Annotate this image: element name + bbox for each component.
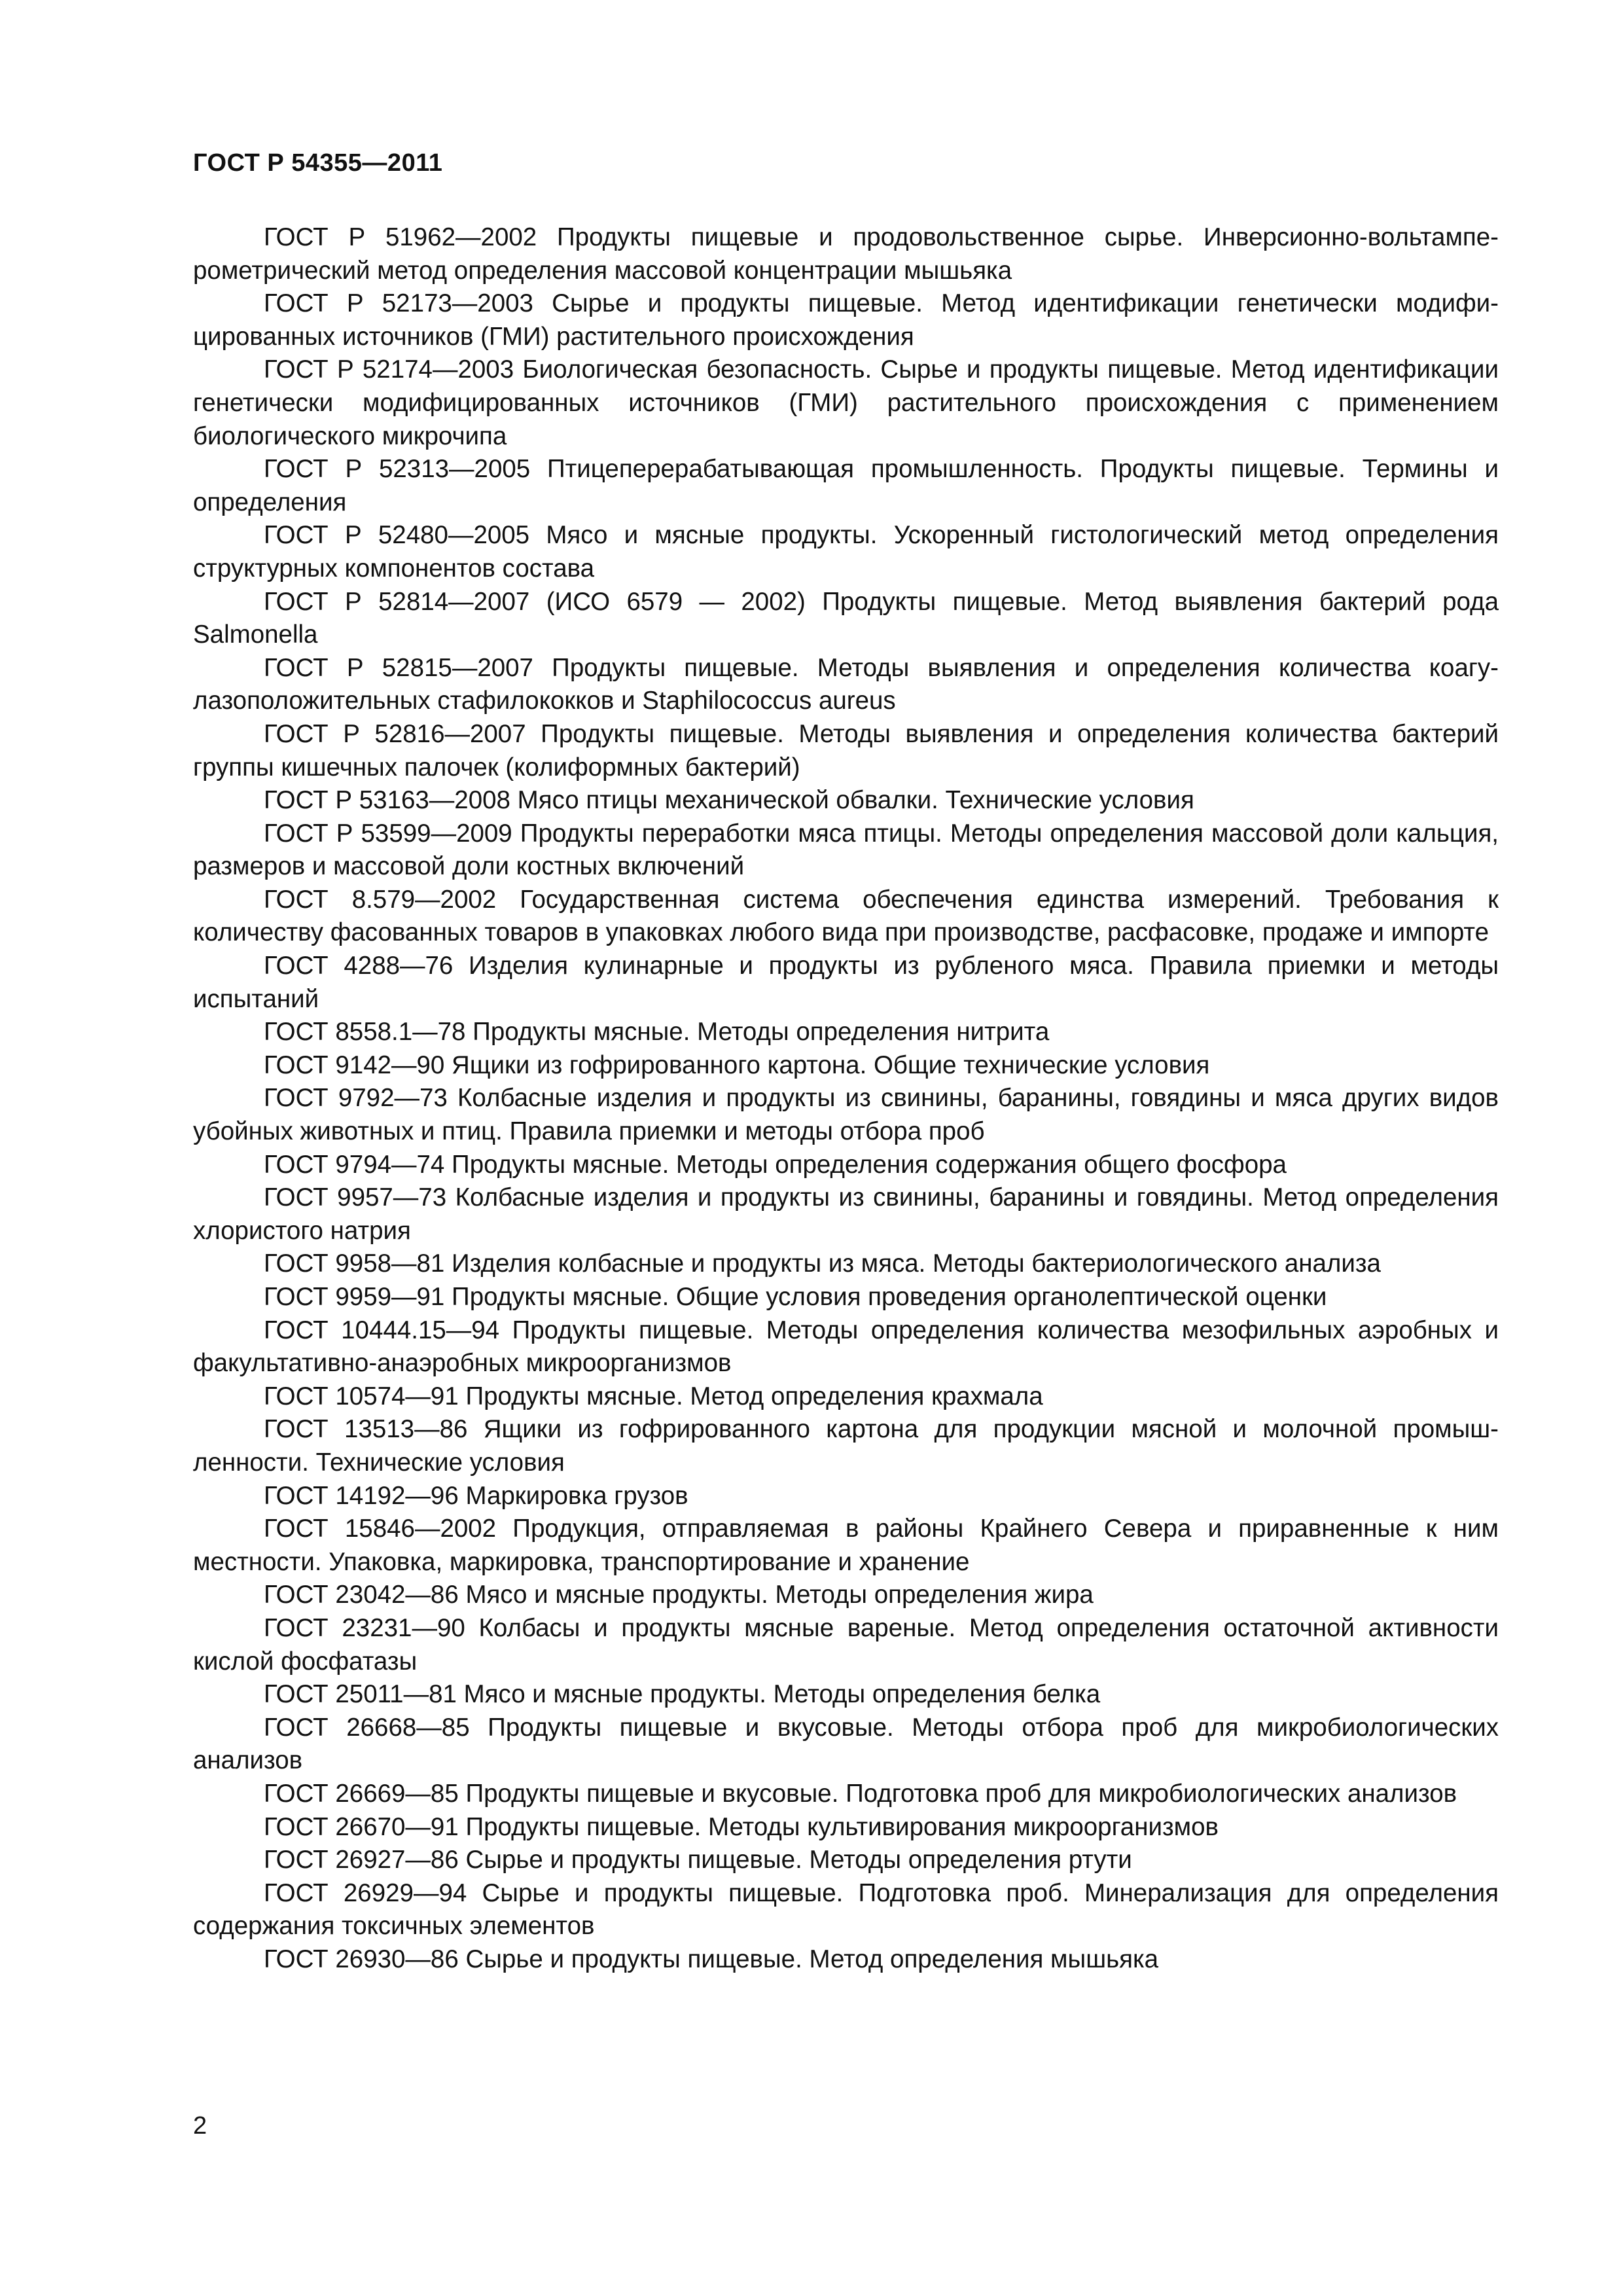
reference-item: ГОСТ 10574—91 Продукты мясные. Метод определения крахмала	[264, 1382, 1043, 1410]
reference-item: ГОСТ Р 52480—2005 Мясо и мясные продукты. Ускоренный гистологический метод определения структурных компонентов состава	[193, 521, 1499, 583]
reference-item: ГОСТ 9792—73 Колбасные изделия и продукты из свинины, баранины, говядины и мяса других видов убойных животных и птиц. Правила приемки и методы отбора проб	[193, 1084, 1499, 1146]
reference-item: ГОСТ 9142—90 Ящики из гофрированного картона. Общие технические условия	[264, 1050, 1210, 1079]
document-designation: ГОСТ Р 54355—2011	[193, 149, 443, 177]
reference-item: ГОСТ 26670—91 Продукты пищевые. Методы культивирования микроорганизмов	[264, 1812, 1219, 1841]
reference-item: ГОСТ 26669—85 Продукты пищевые и вкусовые. Подготовка проб для микробиологических анализов	[264, 1779, 1457, 1808]
reference-item: ГОСТ 26668—85 Продукты пищевые и вкусовые. Методы отбора проб для микробиологических анализов	[193, 1713, 1499, 1775]
reference-item: ГОСТ 15846—2002 Продукция, отправляемая в районы Крайнего Севера и приравненные к ним местности. Упаковка, маркировка, транспортирование и хранение	[193, 1515, 1499, 1576]
reference-item: ГОСТ 23042—86 Мясо и мясные продукты. Методы определения жира	[264, 1581, 1094, 1609]
reference-item: ГОСТ 23231—90 Колбасы и продукты мясные вареные. Метод определения остаточной активности кислой фосфатазы	[193, 1613, 1499, 1676]
reference-item: ГОСТ Р 52814—2007 (ИСО 6579 — 2002) Продукты пищевые. Метод выявления бактерий рода Salmonella	[193, 587, 1499, 649]
reference-item: ГОСТ 10444.15—94 Продукты пищевые. Методы определения количества мезофильных аэробных и факультативно-анаэробных микроорганизмов	[193, 1316, 1499, 1378]
reference-item: ГОСТ 25011—81 Мясо и мясные продукты. Методы определения белка	[264, 1680, 1101, 1709]
reference-item: ГОСТ Р 51962—2002 Продукты пищевые и продовольственное сырье. Инверсионно-вольтамперометрический метод определения массовой концентрации мышьяка	[193, 223, 1499, 285]
reference-item: ГОСТ 26929—94 Сырье и продукты пищевые. Подготовка проб. Минерализация для определения содержания токсичных элементов	[193, 1878, 1499, 1941]
reference-item: ГОСТ 4288—76 Изделия кулинарные и продукты из рубленого мяса. Правила приемки и методы испытаний	[193, 952, 1499, 1013]
reference-item: ГОСТ Р 52816—2007 Продукты пищевые. Методы выявления и определения количества бактерий группы кишечных палочек (колиформных бактерий)	[193, 719, 1499, 781]
page-number: 2	[193, 2112, 207, 2140]
reference-item: ГОСТ Р 53163—2008 Мясо птицы механической обвалки. Технические условия	[264, 786, 1194, 815]
reference-item: ГОСТ 13513—86 Ящики из гофрированного картона для продукции мясной и молочной промышленности. Технические условия	[193, 1415, 1499, 1477]
reference-item: ГОСТ 9794—74 Продукты мясные. Методы определения содержания общего фосфора	[264, 1150, 1287, 1179]
reference-item: ГОСТ Р 52173—2003 Сырье и продукты пищевые. Метод идентификации генетически модифицированных источников (ГМИ) растительного происхождения	[193, 289, 1499, 351]
reference-item: ГОСТ Р 53599—2009 Продукты переработки мяса птицы. Методы определения массовой доли кальция, размеров и массовой доли костных включений	[193, 819, 1499, 881]
reference-item: ГОСТ 9958—81 Изделия колбасные и продукты из мяса. Методы бактериологического анализа	[264, 1249, 1381, 1278]
reference-item: ГОСТ 8558.1—78 Продукты мясные. Методы определения нитрита	[264, 1018, 1050, 1047]
reference-item: ГОСТ Р 52174—2003 Биологическая безопасность. Сырье и продукты пищевые. Метод идентификации генетически модифицированных источников (ГМИ) растительного происхождения с применением биологического микрочипа	[193, 355, 1499, 450]
reference-item: ГОСТ Р 52313—2005 Птицеперерабатывающая промышленность. Продукты пищевые. Термины и определения	[193, 455, 1499, 516]
reference-item: ГОСТ 14192—96 Маркировка грузов	[264, 1481, 688, 1510]
reference-item: ГОСТ Р 52815—2007 Продукты пищевые. Методы выявления и определения количества коагулазоположительных стафилококков и Staphilococcus aureus	[193, 653, 1499, 715]
reference-item: ГОСТ 26930—86 Сырье и продукты пищевые. Метод определения мышьяка	[264, 1945, 1159, 1973]
reference-item: ГОСТ 9957—73 Колбасные изделия и продукты из свинины, баранины и говядины. Метод определения хлористого натрия	[193, 1183, 1499, 1245]
reference-item: ГОСТ 26927—86 Сырье и продукты пищевые. Методы определения ртути	[264, 1846, 1132, 1874]
reference-item: ГОСТ 9959—91 Продукты мясные. Общие условия проведения органолептической оценки	[264, 1283, 1327, 1311]
normative-references-list	[193, 221, 1499, 1976]
reference-item: ГОСТ 8.579—2002 Государственная система обеспечения единства измерений. Требования к количеству фасованных товаров в упаковках любого вида при производстве, расфасовке, продаже и импорте	[193, 885, 1499, 947]
